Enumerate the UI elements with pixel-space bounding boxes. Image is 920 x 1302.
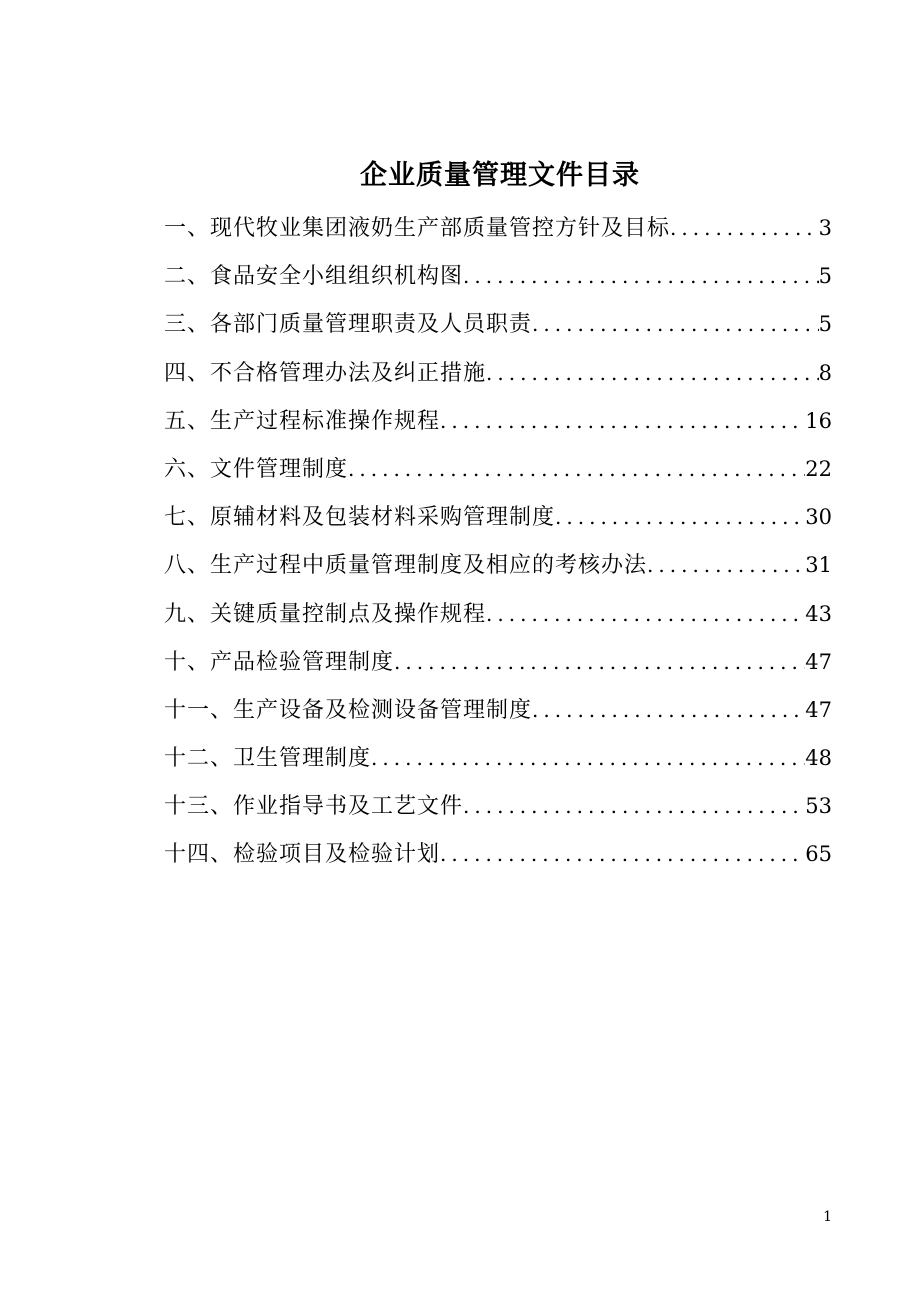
- toc-entry[interactable]: [164, 445, 832, 493]
- toc-entry-title: 三、各部门质量管理职责及人员职责: [164, 312, 533, 338]
- toc-entry-page: 5: [818, 312, 832, 337]
- toc-dot-leader: [532, 300, 819, 348]
- toc-entry-page: 30: [805, 505, 832, 530]
- toc-dot-leader: [348, 445, 805, 493]
- toc-entry[interactable]: [164, 782, 832, 830]
- toc-entry[interactable]: [164, 830, 832, 878]
- toc-entry-page: 48: [805, 746, 832, 771]
- table-of-contents: [164, 204, 832, 879]
- toc-entry-page: 43: [805, 601, 832, 626]
- page-number: 1: [823, 1209, 832, 1225]
- toc-dot-leader: [463, 782, 805, 830]
- toc-entry-title: 六、文件管理制度: [164, 456, 349, 482]
- toc-entry-title: 十四、检验项目及检验计划: [164, 842, 441, 868]
- toc-entry[interactable]: [164, 204, 832, 252]
- toc-entry-page: 53: [805, 794, 832, 819]
- toc-entry[interactable]: [164, 638, 832, 686]
- toc-entry[interactable]: [164, 541, 832, 589]
- toc-entry[interactable]: [164, 686, 832, 734]
- toc-entry-title: 四、不合格管理办法及纠正措施: [164, 360, 487, 386]
- toc-dot-leader: [670, 204, 819, 252]
- toc-entry[interactable]: [164, 397, 832, 445]
- toc-entry-title: 二、食品安全小组组织机构图: [164, 264, 464, 290]
- toc-entry[interactable]: [164, 300, 832, 348]
- toc-dot-leader: [394, 638, 805, 686]
- toc-entry-page: 65: [805, 842, 832, 867]
- toc-entry[interactable]: [164, 590, 832, 638]
- toc-entry-page: 47: [805, 649, 832, 674]
- toc-dot-leader: [371, 734, 805, 782]
- toc-entry-title: 七、原辅材料及包装材料采购管理制度: [164, 505, 556, 531]
- toc-entry-page: 47: [805, 697, 832, 722]
- toc-entry-title: 一、现代牧业集团液奶生产部质量管控方针及目标: [164, 216, 671, 241]
- toc-dot-leader: [555, 493, 805, 541]
- toc-entry-page: 31: [805, 553, 832, 578]
- toc-entry-page: 8: [818, 360, 832, 385]
- toc-entry-page: 16: [805, 408, 832, 433]
- toc-dot-leader: [440, 397, 805, 445]
- toc-entry-page: 3: [818, 216, 832, 240]
- toc-entry-page: 5: [818, 264, 832, 289]
- toc-dot-leader: [486, 349, 819, 397]
- toc-entry[interactable]: [164, 493, 832, 541]
- toc-entry-title: 八、生产过程中质量管理制度及相应的考核办法: [164, 553, 648, 579]
- toc-dot-leader: [647, 541, 805, 589]
- toc-dot-leader: [486, 590, 805, 638]
- toc-dot-leader: [440, 830, 805, 878]
- toc-entry-title: 五、生产过程标准操作规程: [164, 408, 441, 434]
- toc-entry-title: 九、关键质量控制点及操作规程: [164, 601, 487, 627]
- toc-entry-title: 十、产品检验管理制度: [164, 649, 395, 675]
- document-title: 企业质量管理文件目录: [360, 160, 640, 191]
- toc-entry[interactable]: [164, 252, 832, 300]
- toc-entry-page: 22: [805, 456, 832, 481]
- toc-entry-title: 十二、卫生管理制度: [164, 746, 372, 772]
- toc-entry[interactable]: [164, 734, 832, 782]
- toc-entry[interactable]: [164, 349, 832, 397]
- toc-entry-title: 十三、作业指导书及工艺文件: [164, 794, 464, 820]
- toc-entry-title: 十一、生产设备及检测设备管理制度: [164, 697, 533, 723]
- toc-dot-leader: [463, 252, 819, 300]
- toc-dot-leader: [532, 686, 805, 734]
